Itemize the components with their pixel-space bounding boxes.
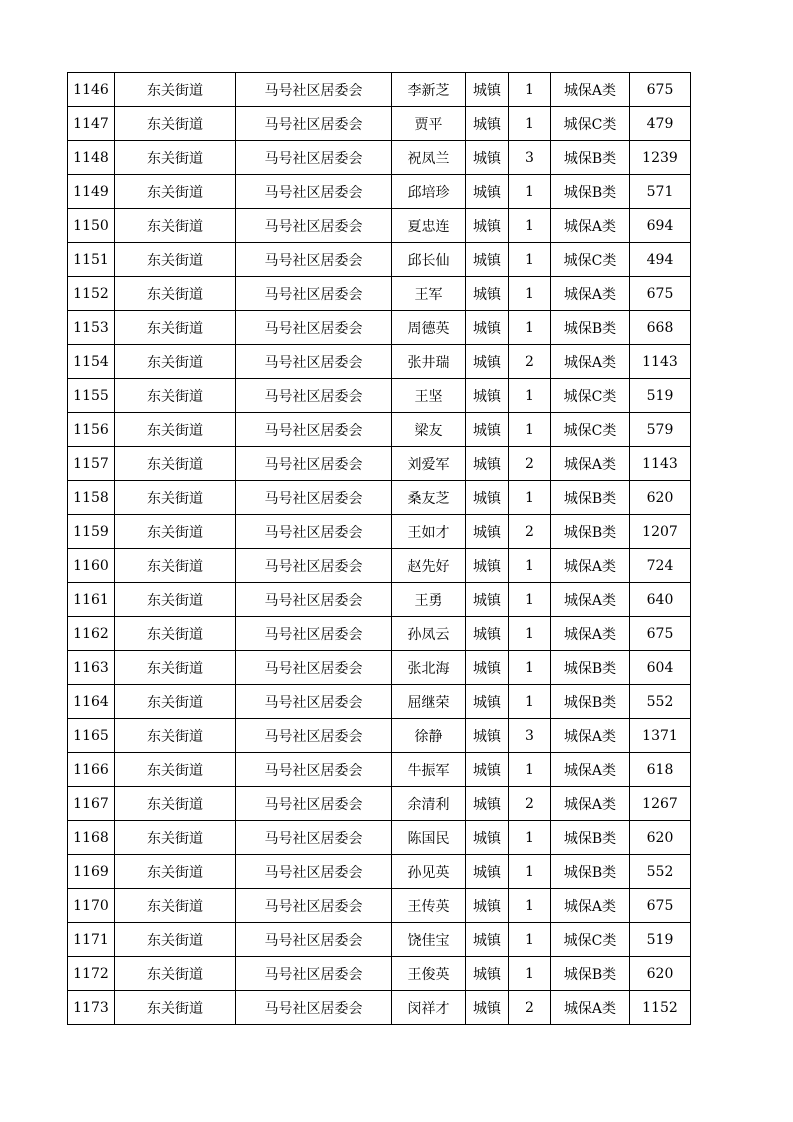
area-type-cell: 城镇 — [466, 617, 509, 651]
amount-cell: 1207 — [630, 515, 691, 549]
category-cell: 城保A类 — [551, 991, 630, 1025]
street-cell: 东关街道 — [115, 277, 236, 311]
committee-cell: 马号社区居委会 — [236, 277, 392, 311]
category-cell: 城保C类 — [551, 379, 630, 413]
area-type-cell: 城镇 — [466, 243, 509, 277]
household-count-cell: 1 — [509, 957, 551, 991]
street-cell: 东关街道 — [115, 515, 236, 549]
household-count-cell: 1 — [509, 651, 551, 685]
category-cell: 城保A类 — [551, 719, 630, 753]
amount-cell: 552 — [630, 685, 691, 719]
name-cell: 祝凤兰 — [392, 141, 466, 175]
committee-cell: 马号社区居委会 — [236, 957, 392, 991]
area-type-cell: 城镇 — [466, 515, 509, 549]
household-count-cell: 1 — [509, 311, 551, 345]
category-cell: 城保B类 — [551, 175, 630, 209]
committee-cell: 马号社区居委会 — [236, 175, 392, 209]
household-count-cell: 1 — [509, 277, 551, 311]
household-count-cell: 1 — [509, 821, 551, 855]
category-cell: 城保C类 — [551, 107, 630, 141]
street-cell: 东关街道 — [115, 243, 236, 277]
area-type-cell: 城镇 — [466, 889, 509, 923]
table-row — [68, 175, 691, 209]
amount-cell: 694 — [630, 209, 691, 243]
household-count-cell: 1 — [509, 855, 551, 889]
name-cell: 孙见英 — [392, 855, 466, 889]
table-row — [68, 651, 691, 685]
beneficiary-table — [67, 72, 691, 1025]
household-count-cell: 2 — [509, 515, 551, 549]
household-count-cell: 1 — [509, 889, 551, 923]
committee-cell: 马号社区居委会 — [236, 379, 392, 413]
street-cell: 东关街道 — [115, 583, 236, 617]
area-type-cell: 城镇 — [466, 787, 509, 821]
committee-cell: 马号社区居委会 — [236, 719, 392, 753]
category-cell: 城保B类 — [551, 515, 630, 549]
serial-number-cell: 1161 — [68, 583, 115, 617]
serial-number-cell: 1169 — [68, 855, 115, 889]
committee-cell: 马号社区居委会 — [236, 651, 392, 685]
serial-number-cell: 1160 — [68, 549, 115, 583]
name-cell: 刘爱军 — [392, 447, 466, 481]
committee-cell: 马号社区居委会 — [236, 311, 392, 345]
serial-number-cell: 1152 — [68, 277, 115, 311]
name-cell: 陈国民 — [392, 821, 466, 855]
amount-cell: 1143 — [630, 345, 691, 379]
street-cell: 东关街道 — [115, 141, 236, 175]
household-count-cell: 1 — [509, 753, 551, 787]
category-cell: 城保B类 — [551, 855, 630, 889]
street-cell: 东关街道 — [115, 855, 236, 889]
street-cell: 东关街道 — [115, 685, 236, 719]
amount-cell: 479 — [630, 107, 691, 141]
area-type-cell: 城镇 — [466, 447, 509, 481]
committee-cell: 马号社区居委会 — [236, 447, 392, 481]
amount-cell: 1152 — [630, 991, 691, 1025]
area-type-cell: 城镇 — [466, 413, 509, 447]
household-count-cell: 1 — [509, 685, 551, 719]
amount-cell: 552 — [630, 855, 691, 889]
household-count-cell: 1 — [509, 209, 551, 243]
area-type-cell: 城镇 — [466, 379, 509, 413]
amount-cell: 640 — [630, 583, 691, 617]
name-cell: 屈继荣 — [392, 685, 466, 719]
amount-cell: 620 — [630, 957, 691, 991]
committee-cell: 马号社区居委会 — [236, 787, 392, 821]
category-cell: 城保A类 — [551, 73, 630, 107]
category-cell: 城保A类 — [551, 787, 630, 821]
serial-number-cell: 1162 — [68, 617, 115, 651]
serial-number-cell: 1170 — [68, 889, 115, 923]
name-cell: 王勇 — [392, 583, 466, 617]
area-type-cell: 城镇 — [466, 311, 509, 345]
serial-number-cell: 1173 — [68, 991, 115, 1025]
amount-cell: 571 — [630, 175, 691, 209]
table-row — [68, 481, 691, 515]
name-cell: 张井瑞 — [392, 345, 466, 379]
category-cell: 城保A类 — [551, 889, 630, 923]
name-cell: 王如才 — [392, 515, 466, 549]
area-type-cell: 城镇 — [466, 719, 509, 753]
category-cell: 城保A类 — [551, 549, 630, 583]
amount-cell: 618 — [630, 753, 691, 787]
table-row — [68, 957, 691, 991]
table-row — [68, 889, 691, 923]
amount-cell: 579 — [630, 413, 691, 447]
area-type-cell: 城镇 — [466, 141, 509, 175]
amount-cell: 519 — [630, 379, 691, 413]
serial-number-cell: 1159 — [68, 515, 115, 549]
street-cell: 东关街道 — [115, 889, 236, 923]
street-cell: 东关街道 — [115, 175, 236, 209]
household-count-cell: 2 — [509, 991, 551, 1025]
table-row — [68, 107, 691, 141]
table-row — [68, 311, 691, 345]
committee-cell: 马号社区居委会 — [236, 855, 392, 889]
amount-cell: 1371 — [630, 719, 691, 753]
street-cell: 东关街道 — [115, 379, 236, 413]
serial-number-cell: 1148 — [68, 141, 115, 175]
serial-number-cell: 1153 — [68, 311, 115, 345]
category-cell: 城保A类 — [551, 345, 630, 379]
table-row — [68, 719, 691, 753]
name-cell: 赵先好 — [392, 549, 466, 583]
table-row — [68, 447, 691, 481]
name-cell: 王俊英 — [392, 957, 466, 991]
name-cell: 张北海 — [392, 651, 466, 685]
street-cell: 东关街道 — [115, 923, 236, 957]
serial-number-cell: 1151 — [68, 243, 115, 277]
table-row — [68, 583, 691, 617]
table-row — [68, 413, 691, 447]
category-cell: 城保C类 — [551, 923, 630, 957]
name-cell: 贾平 — [392, 107, 466, 141]
serial-number-cell: 1165 — [68, 719, 115, 753]
name-cell: 邱培珍 — [392, 175, 466, 209]
household-count-cell: 1 — [509, 175, 551, 209]
area-type-cell: 城镇 — [466, 209, 509, 243]
household-count-cell: 1 — [509, 73, 551, 107]
serial-number-cell: 1164 — [68, 685, 115, 719]
committee-cell: 马号社区居委会 — [236, 617, 392, 651]
household-count-cell: 1 — [509, 481, 551, 515]
name-cell: 李新芝 — [392, 73, 466, 107]
area-type-cell: 城镇 — [466, 821, 509, 855]
category-cell: 城保B类 — [551, 141, 630, 175]
category-cell: 城保A类 — [551, 583, 630, 617]
name-cell: 余清利 — [392, 787, 466, 821]
street-cell: 东关街道 — [115, 413, 236, 447]
name-cell: 夏忠连 — [392, 209, 466, 243]
serial-number-cell: 1168 — [68, 821, 115, 855]
serial-number-cell: 1155 — [68, 379, 115, 413]
serial-number-cell: 1157 — [68, 447, 115, 481]
household-count-cell: 2 — [509, 345, 551, 379]
category-cell: 城保A类 — [551, 277, 630, 311]
street-cell: 东关街道 — [115, 617, 236, 651]
category-cell: 城保B类 — [551, 685, 630, 719]
table-row — [68, 753, 691, 787]
area-type-cell: 城镇 — [466, 957, 509, 991]
name-cell: 桑友芝 — [392, 481, 466, 515]
table-row — [68, 243, 691, 277]
area-type-cell: 城镇 — [466, 923, 509, 957]
serial-number-cell: 1154 — [68, 345, 115, 379]
table-row — [68, 209, 691, 243]
category-cell: 城保B类 — [551, 481, 630, 515]
street-cell: 东关街道 — [115, 753, 236, 787]
area-type-cell: 城镇 — [466, 345, 509, 379]
amount-cell: 675 — [630, 277, 691, 311]
street-cell: 东关街道 — [115, 991, 236, 1025]
area-type-cell: 城镇 — [466, 277, 509, 311]
table-row — [68, 379, 691, 413]
serial-number-cell: 1172 — [68, 957, 115, 991]
committee-cell: 马号社区居委会 — [236, 583, 392, 617]
street-cell: 东关街道 — [115, 311, 236, 345]
table-row — [68, 821, 691, 855]
amount-cell: 675 — [630, 889, 691, 923]
street-cell: 东关街道 — [115, 209, 236, 243]
area-type-cell: 城镇 — [466, 175, 509, 209]
area-type-cell: 城镇 — [466, 549, 509, 583]
table-row — [68, 345, 691, 379]
table-row — [68, 855, 691, 889]
serial-number-cell: 1150 — [68, 209, 115, 243]
name-cell: 王坚 — [392, 379, 466, 413]
name-cell: 孙凤云 — [392, 617, 466, 651]
household-count-cell: 1 — [509, 617, 551, 651]
category-cell: 城保A类 — [551, 447, 630, 481]
table-row — [68, 141, 691, 175]
amount-cell: 1143 — [630, 447, 691, 481]
area-type-cell: 城镇 — [466, 481, 509, 515]
amount-cell: 1239 — [630, 141, 691, 175]
committee-cell: 马号社区居委会 — [236, 991, 392, 1025]
area-type-cell: 城镇 — [466, 583, 509, 617]
household-count-cell: 1 — [509, 107, 551, 141]
category-cell: 城保A类 — [551, 617, 630, 651]
street-cell: 东关街道 — [115, 651, 236, 685]
table-row — [68, 787, 691, 821]
street-cell: 东关街道 — [115, 481, 236, 515]
street-cell: 东关街道 — [115, 73, 236, 107]
name-cell: 王军 — [392, 277, 466, 311]
household-count-cell: 1 — [509, 923, 551, 957]
serial-number-cell: 1171 — [68, 923, 115, 957]
amount-cell: 604 — [630, 651, 691, 685]
committee-cell: 马号社区居委会 — [236, 243, 392, 277]
street-cell: 东关街道 — [115, 107, 236, 141]
name-cell: 牛振军 — [392, 753, 466, 787]
table-row — [68, 617, 691, 651]
committee-cell: 马号社区居委会 — [236, 73, 392, 107]
household-count-cell: 1 — [509, 549, 551, 583]
household-count-cell: 1 — [509, 243, 551, 277]
area-type-cell: 城镇 — [466, 753, 509, 787]
committee-cell: 马号社区居委会 — [236, 753, 392, 787]
committee-cell: 马号社区居委会 — [236, 685, 392, 719]
amount-cell: 724 — [630, 549, 691, 583]
category-cell: 城保C类 — [551, 243, 630, 277]
area-type-cell: 城镇 — [466, 651, 509, 685]
committee-cell: 马号社区居委会 — [236, 141, 392, 175]
name-cell: 梁友 — [392, 413, 466, 447]
amount-cell: 675 — [630, 617, 691, 651]
table-row — [68, 991, 691, 1025]
committee-cell: 马号社区居委会 — [236, 549, 392, 583]
name-cell: 徐静 — [392, 719, 466, 753]
category-cell: 城保B类 — [551, 821, 630, 855]
table-row — [68, 515, 691, 549]
committee-cell: 马号社区居委会 — [236, 821, 392, 855]
name-cell: 饶佳宝 — [392, 923, 466, 957]
street-cell: 东关街道 — [115, 549, 236, 583]
committee-cell: 马号社区居委会 — [236, 413, 392, 447]
amount-cell: 519 — [630, 923, 691, 957]
name-cell: 闵祥才 — [392, 991, 466, 1025]
name-cell: 周德英 — [392, 311, 466, 345]
area-type-cell: 城镇 — [466, 73, 509, 107]
street-cell: 东关街道 — [115, 345, 236, 379]
amount-cell: 1267 — [630, 787, 691, 821]
household-count-cell: 3 — [509, 719, 551, 753]
household-count-cell: 1 — [509, 413, 551, 447]
committee-cell: 马号社区居委会 — [236, 345, 392, 379]
committee-cell: 马号社区居委会 — [236, 209, 392, 243]
committee-cell: 马号社区居委会 — [236, 481, 392, 515]
street-cell: 东关街道 — [115, 821, 236, 855]
serial-number-cell: 1167 — [68, 787, 115, 821]
amount-cell: 675 — [630, 73, 691, 107]
category-cell: 城保B类 — [551, 957, 630, 991]
committee-cell: 马号社区居委会 — [236, 107, 392, 141]
serial-number-cell: 1158 — [68, 481, 115, 515]
household-count-cell: 2 — [509, 787, 551, 821]
household-count-cell: 1 — [509, 583, 551, 617]
serial-number-cell: 1163 — [68, 651, 115, 685]
area-type-cell: 城镇 — [466, 991, 509, 1025]
amount-cell: 668 — [630, 311, 691, 345]
committee-cell: 马号社区居委会 — [236, 923, 392, 957]
table-row — [68, 549, 691, 583]
category-cell: 城保B类 — [551, 311, 630, 345]
area-type-cell: 城镇 — [466, 685, 509, 719]
serial-number-cell: 1149 — [68, 175, 115, 209]
amount-cell: 620 — [630, 821, 691, 855]
street-cell: 东关街道 — [115, 719, 236, 753]
household-count-cell: 2 — [509, 447, 551, 481]
table-row — [68, 277, 691, 311]
category-cell: 城保B类 — [551, 651, 630, 685]
serial-number-cell: 1147 — [68, 107, 115, 141]
street-cell: 东关街道 — [115, 447, 236, 481]
category-cell: 城保C类 — [551, 413, 630, 447]
household-count-cell: 1 — [509, 379, 551, 413]
table-body — [68, 73, 691, 1025]
amount-cell: 494 — [630, 243, 691, 277]
area-type-cell: 城镇 — [466, 855, 509, 889]
street-cell: 东关街道 — [115, 787, 236, 821]
category-cell: 城保A类 — [551, 209, 630, 243]
street-cell: 东关街道 — [115, 957, 236, 991]
serial-number-cell: 1156 — [68, 413, 115, 447]
committee-cell: 马号社区居委会 — [236, 889, 392, 923]
committee-cell: 马号社区居委会 — [236, 515, 392, 549]
name-cell: 邱长仙 — [392, 243, 466, 277]
serial-number-cell: 1146 — [68, 73, 115, 107]
table-row — [68, 685, 691, 719]
household-count-cell: 3 — [509, 141, 551, 175]
category-cell: 城保A类 — [551, 753, 630, 787]
table-row — [68, 923, 691, 957]
amount-cell: 620 — [630, 481, 691, 515]
table-row — [68, 73, 691, 107]
name-cell: 王传英 — [392, 889, 466, 923]
serial-number-cell: 1166 — [68, 753, 115, 787]
area-type-cell: 城镇 — [466, 107, 509, 141]
